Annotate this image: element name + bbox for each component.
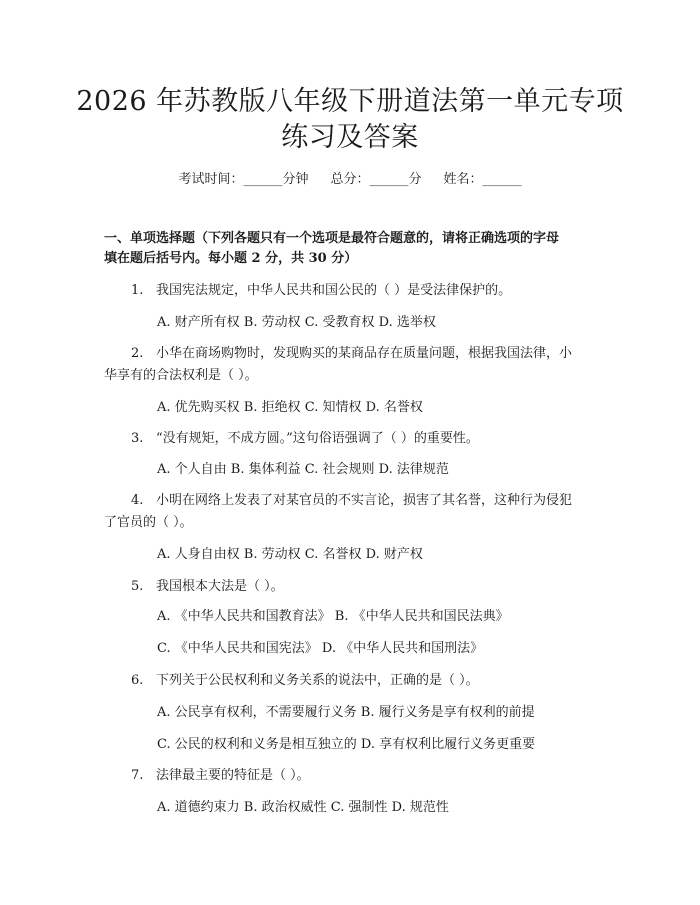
question-6 (104, 670, 604, 692)
question-7 (104, 765, 604, 787)
question-number: 5. (131, 579, 144, 594)
question-text: 下列关于公民权利和义务关系的说法中，正确的是（ ）。 (156, 673, 479, 688)
question-6-options-cd: C. 公民的权利和义务是相互独立的 D. 享有权利比履行义务更重要 (157, 737, 536, 752)
question-5 (104, 576, 604, 598)
question-text: 小明在网络上发表了对某官员的不实言论，损害了其名誉，这种行为侵犯 (156, 493, 573, 508)
question-text: 我国根本大法是（ ）。 (156, 579, 284, 594)
question-text: 法律最主要的特征是（ ）。 (156, 768, 310, 783)
question-2-options: A. 优先购买权 B. 拒绝权 C. 知情权 D. 名誉权 (157, 400, 423, 415)
student-name-field: 姓名：______ (443, 172, 522, 187)
question-text: 我国宪法规定，中华人民共和国公民的（ ）是受法律保护的。 (156, 283, 512, 298)
question-number: 3. (131, 431, 144, 446)
question-1-options: A. 财产所有权 B. 劳动权 C. 受教育权 D. 选举权 (157, 315, 436, 330)
total-score-field: 总分：______分 (330, 172, 422, 187)
question-number: 2. (131, 346, 144, 361)
question-2 (104, 343, 604, 365)
section-heading-line2: 填在题后括号内。每小题 2 分，共 30 分） (104, 251, 358, 266)
question-4-continued: 了官员的（ ）。 (104, 515, 193, 530)
section-heading-line1: 一、单项选择题（下列各题只有一个选项是最符合题意的，请将正确选项的字母 (104, 231, 560, 246)
question-number: 7. (131, 768, 144, 783)
question-4-options: A. 人身自由权 B. 劳动权 C. 名誉权 D. 财产权 (157, 547, 423, 562)
document-title-line2: 练习及答案 (281, 122, 419, 153)
question-number: 4. (131, 493, 144, 508)
question-2-continued: 华享有的合法权利是（ ）。 (104, 368, 258, 383)
question-text: “没有规矩，不成方圆。”这句俗语强调了（ ）的重要性。 (156, 431, 479, 446)
question-1 (104, 280, 604, 302)
question-7-options: A. 道德约束力 B. 政治权威性 C. 强制性 D. 规范性 (157, 800, 449, 815)
question-text: 小华在商场购物时，发现购买的某商品存在质量问题，根据我国法律，小 (156, 346, 573, 361)
question-5-options-cd: C. 《中华人民共和国宪法》 D. 《中华人民共和国刑法》 (157, 641, 484, 656)
question-4 (104, 490, 604, 512)
question-5-options-ab: A. 《中华人民共和国教育法》 B. 《中华人民共和国民法典》 (157, 609, 509, 624)
document-title-line1: 2026 年苏教版八年级下册道法第一单元专项 (76, 86, 624, 117)
question-3 (104, 428, 604, 450)
exam-meta (0, 168, 700, 187)
question-6-options-ab: A. 公民享有权利，不需要履行义务 B. 履行义务是享有权利的前提 (157, 705, 535, 720)
question-number: 1. (131, 283, 144, 298)
question-number: 6. (131, 673, 144, 688)
exam-time-field: 考试时间：______分钟 (178, 172, 309, 187)
question-3-options: A. 个人自由 B. 集体利益 C. 社会规则 D. 法律规范 (157, 462, 449, 477)
